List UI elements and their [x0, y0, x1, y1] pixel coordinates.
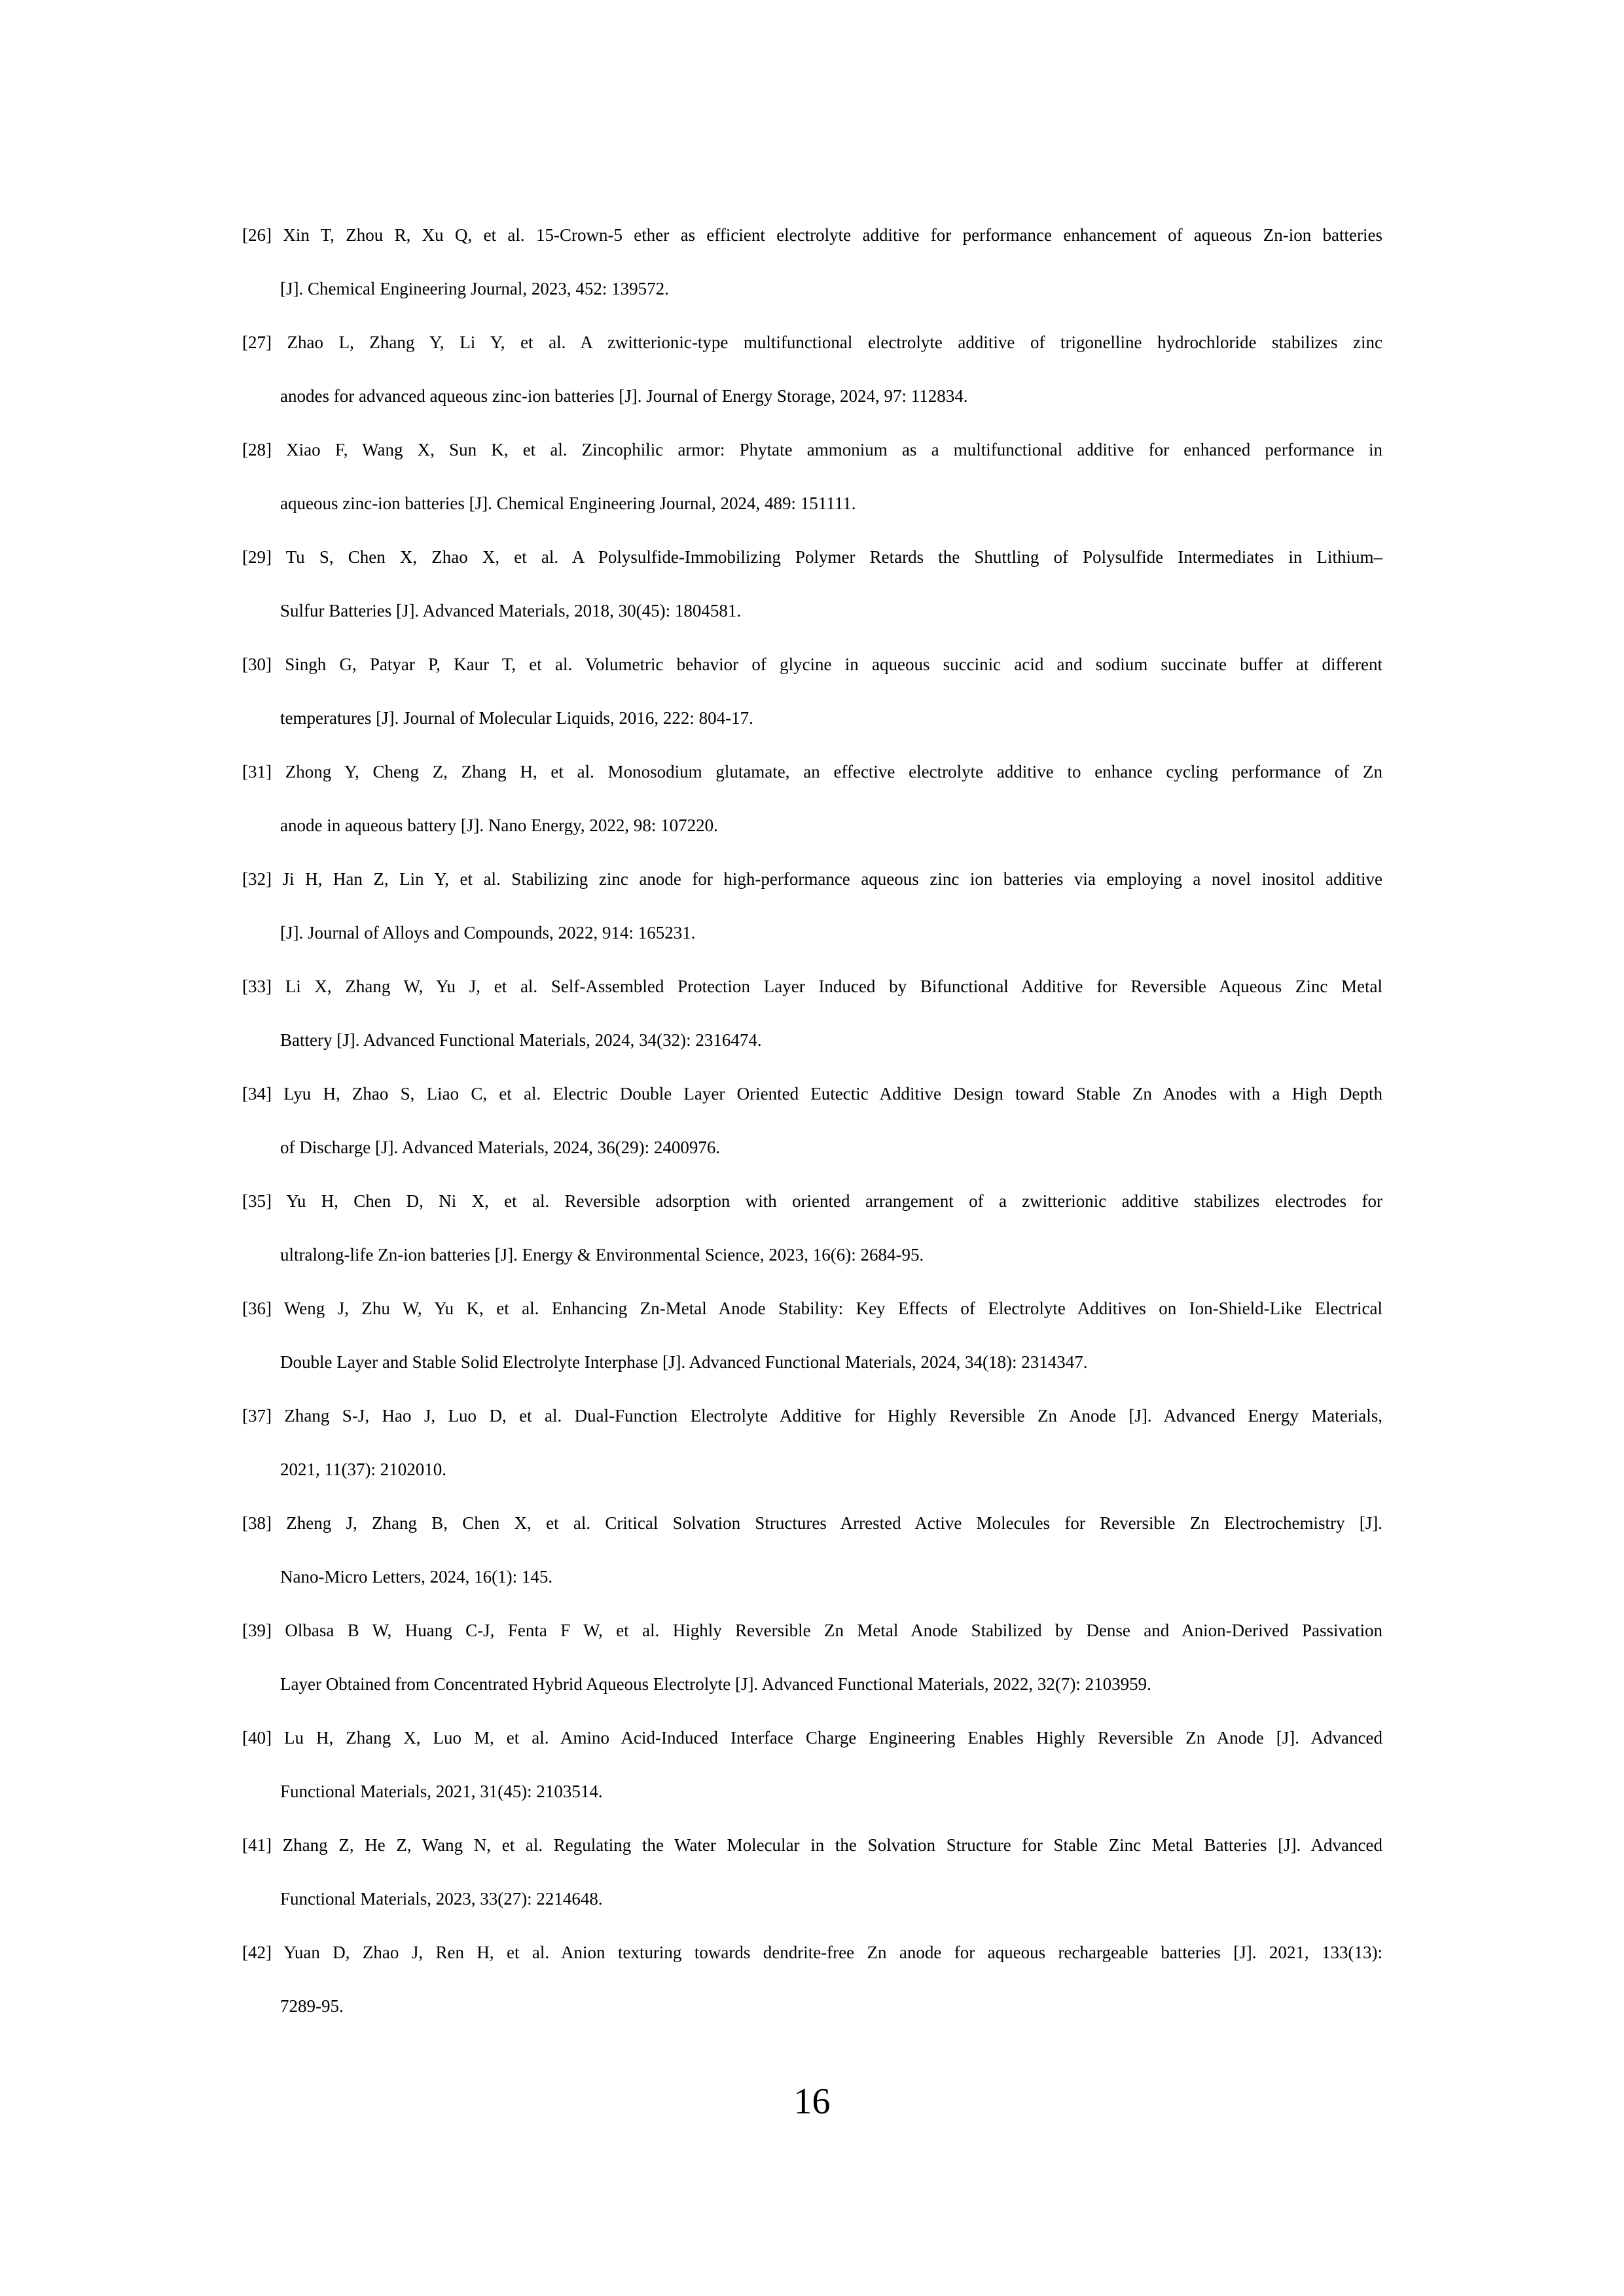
reference-number: [40]	[242, 1728, 272, 1748]
reference-item	[242, 745, 1382, 852]
reference-line: Battery [J]. Advanced Functional Materials, 2024, 34(32): 2316474.	[280, 1030, 762, 1050]
reference-text: Yuan D, Zhao J, Ren H, et al. Anion texturing towards dendrite-free Zn anode for aqueous rechargeable batteries [J]. 2021, 133(13):	[283, 1943, 1382, 1962]
reference-number: [29]	[242, 547, 272, 567]
reference-item	[242, 1926, 1382, 2033]
reference-text: Li X, Zhang W, Yu J, et al. Self-Assembled Protection Layer Induced by Bifunctional Additive for Reversible Aqueous Zinc Metal	[285, 977, 1382, 996]
reference-number: [37]	[242, 1406, 272, 1426]
reference-line: temperatures [J]. Journal of Molecular Liquids, 2016, 222: 804-17.	[280, 708, 753, 728]
reference-line: of Discharge [J]. Advanced Materials, 2024, 36(29): 2400976.	[280, 1138, 721, 1157]
reference-line: 7289-95.	[280, 1996, 344, 2016]
reference-line	[242, 1604, 1382, 1657]
reference-item	[242, 1604, 1382, 1711]
reference-line: Functional Materials, 2023, 33(27): 2214648.	[280, 1889, 603, 1909]
reference-text: Weng J, Zhu W, Yu K, et al. Enhancing Zn-Metal Anode Stability: Key Effects of Electrolyte Additives on Ion-Shield-Like Electrical	[283, 1299, 1382, 1318]
reference-line: [J]. Journal of Alloys and Compounds, 2022, 914: 165231.	[280, 923, 696, 942]
reference-line: 2021, 11(37): 2102010.	[280, 1460, 446, 1479]
reference-line	[242, 852, 1382, 906]
reference-item	[242, 637, 1382, 745]
reference-line	[242, 1174, 1382, 1228]
reference-text: Zhao L, Zhang Y, Li Y, et al. A zwitterionic-type multifunctional electrolyte additive of trigonelline hydrochloride stabilizes zinc	[287, 332, 1383, 352]
reference-item	[242, 315, 1382, 423]
reference-number: [38]	[242, 1513, 272, 1533]
reference-line	[242, 208, 1382, 262]
reference-number: [31]	[242, 762, 272, 781]
reference-text: Xiao F, Wang X, Sun K, et al. Zincophilic armor: Phytate ammonium as a multifunctional additive for enhanced performance in	[286, 440, 1382, 459]
reference-line	[242, 745, 1382, 798]
reference-number: [41]	[242, 1835, 272, 1855]
reference-line: Sulfur Batteries [J]. Advanced Materials, 2018, 30(45): 1804581.	[280, 601, 742, 620]
reference-item	[242, 1711, 1382, 1818]
reference-line: Double Layer and Stable Solid Electrolyte Interphase [J]. Advanced Functional Materials, 2024, 34(18): 2314347.	[280, 1352, 1088, 1372]
reference-text: Zhong Y, Cheng Z, Zhang H, et al. Monosodium glutamate, an effective electrolyte additive to enhance cycling performance of Zn	[285, 762, 1383, 781]
reference-item	[242, 1067, 1382, 1174]
reference-item	[242, 1282, 1382, 1389]
reference-line: Functional Materials, 2021, 31(45): 2103514.	[280, 1782, 603, 1801]
reference-line: [J]. Chemical Engineering Journal, 2023, 452: 139572.	[280, 279, 669, 298]
reference-number: [28]	[242, 440, 272, 459]
reference-line: aqueous zinc-ion batteries [J]. Chemical Engineering Journal, 2024, 489: 151111.	[280, 493, 856, 513]
reference-text: Yu H, Chen D, Ni X, et al. Reversible adsorption with oriented arrangement of a zwitterionic additive stabilizes electrodes for	[286, 1191, 1383, 1211]
reference-list	[242, 208, 1382, 2033]
reference-text: Zhang S-J, Hao J, Luo D, et al. Dual-Function Electrolyte Additive for Highly Reversible Zn Anode [J]. Advanced Energy Materials,	[284, 1406, 1383, 1426]
reference-text: Zheng J, Zhang B, Chen X, et al. Critical Solvation Structures Arrested Active Molecules for Reversible Zn Electrochemistry [J].	[286, 1513, 1383, 1533]
reference-number: [36]	[242, 1299, 272, 1318]
reference-line	[242, 315, 1382, 369]
reference-text: Tu S, Chen X, Zhao X, et al. A Polysulfide-Immobilizing Polymer Retards the Shuttling of Polysulfide Intermediates in Lithium–	[285, 547, 1382, 567]
reference-line	[242, 1389, 1382, 1443]
reference-text: Singh G, Patyar P, Kaur T, et al. Volumetric behavior of glycine in aqueous succinic acid and sodium succinate buffer at different	[285, 655, 1383, 674]
reference-number: [42]	[242, 1943, 272, 1962]
reference-item	[242, 423, 1382, 530]
reference-line	[242, 1496, 1382, 1550]
reference-number: [39]	[242, 1621, 272, 1640]
reference-number: [32]	[242, 869, 272, 889]
reference-number: [30]	[242, 655, 272, 674]
reference-line: anodes for advanced aqueous zinc-ion batteries [J]. Journal of Energy Storage, 2024, 97: 112834.	[280, 386, 968, 406]
reference-item	[242, 852, 1382, 960]
reference-item	[242, 208, 1382, 315]
reference-item	[242, 1389, 1382, 1496]
reference-line: anode in aqueous battery [J]. Nano Energy, 2022, 98: 107220.	[280, 816, 718, 835]
reference-text: Zhang Z, He Z, Wang N, et al. Regulating the Water Molecular in the Solvation Structure for Stable Zinc Metal Batteries [J]. Advanced	[282, 1835, 1383, 1855]
reference-item	[242, 1818, 1382, 1926]
reference-line	[242, 423, 1382, 476]
reference-text: Xin T, Zhou R, Xu Q, et al. 15-Crown-5 ether as efficient electrolyte additive for performance enhancement of aqueous Zn-ion batteries	[283, 225, 1383, 245]
reference-number: [34]	[242, 1084, 272, 1103]
reference-line	[242, 637, 1382, 691]
reference-line: ultralong-life Zn-ion batteries [J]. Energy & Environmental Science, 2023, 16(6): 2684-95.	[280, 1245, 924, 1265]
reference-text: Lu H, Zhang X, Luo M, et al. Amino Acid-Induced Interface Charge Engineering Enables Highly Reversible Zn Anode [J]. Advanced	[284, 1728, 1383, 1748]
reference-text: Olbasa B W, Huang C-J, Fenta F W, et al. Highly Reversible Zn Metal Anode Stabilized by Dense and Anion-Derived Passivation	[285, 1621, 1382, 1640]
reference-line: Layer Obtained from Concentrated Hybrid Aqueous Electrolyte [J]. Advanced Functional Materials, 2022, 32(7): 2103959.	[280, 1674, 1151, 1694]
reference-line	[242, 530, 1382, 584]
reference-number: [35]	[242, 1191, 272, 1211]
reference-line	[242, 1818, 1382, 1872]
reference-number: [26]	[242, 225, 272, 245]
reference-item	[242, 530, 1382, 637]
reference-line	[242, 960, 1382, 1013]
reference-line	[242, 1711, 1382, 1765]
reference-line	[242, 1067, 1382, 1121]
reference-text: Lyu H, Zhao S, Liao C, et al. Electric Double Layer Oriented Eutectic Additive Design toward Stable Zn Anodes with a High Depth	[283, 1084, 1382, 1103]
reference-line: Nano-Micro Letters, 2024, 16(1): 145.	[280, 1567, 553, 1587]
reference-line	[242, 1926, 1382, 1979]
reference-text: Ji H, Han Z, Lin Y, et al. Stabilizing zinc anode for high-performance aqueous zinc ion batteries via employing a novel inositol additive	[282, 869, 1383, 889]
reference-item	[242, 960, 1382, 1067]
reference-line	[242, 1282, 1382, 1335]
reference-number: [27]	[242, 332, 272, 352]
page-number: 16	[793, 2081, 831, 2122]
reference-item	[242, 1174, 1382, 1282]
reference-item	[242, 1496, 1382, 1604]
reference-number: [33]	[242, 977, 272, 996]
